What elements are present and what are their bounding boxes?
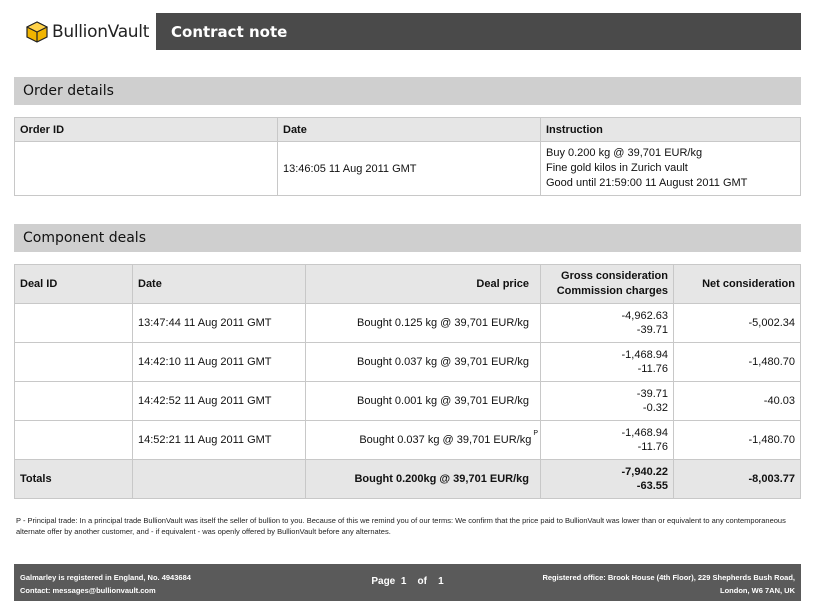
footer-address-line: London, W6 7AN, UK — [720, 586, 795, 595]
totals-price-cell: Bought 0.200kg @ 39,701 EUR/kg — [306, 460, 541, 499]
order-date-cell: 13:46:05 11 Aug 2011 GMT — [278, 142, 541, 196]
gross-value: -39.71 — [636, 388, 668, 400]
gross-commission-cell — [541, 304, 674, 343]
deals-table-header — [15, 265, 801, 304]
instruction-line: Good until 21:59:00 11 August 2011 GMT — [546, 177, 748, 189]
commission-value: -39.71 — [636, 324, 668, 336]
net-value-cell: -1,480.70 — [674, 421, 801, 460]
deal-price-text: Bought 0.037 kg @ 39,701 EUR/kg — [357, 356, 529, 368]
net-value-cell: -1,480.70 — [674, 343, 801, 382]
deal-price-text: Bought 0.125 kg @ 39,701 EUR/kg — [357, 317, 529, 329]
page-header — [14, 13, 801, 50]
page-number: 1 — [400, 576, 407, 587]
column-header-order-id: Order ID — [15, 118, 278, 142]
commission-value: -11.76 — [637, 441, 668, 453]
commission-value: -0.32 — [642, 402, 668, 414]
instruction-line: Fine gold kilos in Zurich vault — [546, 162, 688, 174]
cube-logo-icon — [26, 21, 48, 43]
gross-value: -4,962.63 — [621, 310, 668, 322]
column-header-deal-id: Deal ID — [15, 265, 133, 304]
principal-trade-flag: P — [533, 430, 538, 437]
order-table — [14, 117, 801, 196]
page-word: Page — [371, 576, 396, 587]
net-value-cell: -40.03 — [674, 382, 801, 421]
title-bar — [156, 13, 801, 50]
deal-date-cell: 13:47:44 11 Aug 2011 GMT — [133, 304, 306, 343]
principal-trade-footnote: P - Principal trade: In a principal trade BullionVault was itself the seller of bullion to you. Because of this we remind you of our terms: We confirm that the price paid to BullionVault was lower than or equivalent to any contemporaneous alternate offer by another customer, and - if equivalent - was openly offered by BullionVault before any alternates. — [16, 516, 786, 536]
totals-label: Totals — [15, 460, 133, 499]
table-row — [15, 142, 801, 196]
totals-gross-value: -7,940.22 — [621, 466, 668, 478]
instruction-cell — [541, 142, 801, 196]
deal-id-cell — [15, 304, 133, 343]
footer-registered-office — [542, 571, 795, 597]
deals-table — [14, 264, 801, 499]
component-deals-heading — [14, 224, 801, 252]
totals-commission-value: -63.55 — [636, 480, 668, 492]
deal-id-cell — [15, 382, 133, 421]
gross-value: -1,468.94 — [621, 427, 668, 439]
totals-row — [15, 460, 801, 499]
column-header-instruction: Instruction — [541, 118, 801, 142]
order-details-heading — [14, 77, 801, 105]
totals-date-cell — [133, 460, 306, 499]
footer-registration: Galmarley is registered in England, No. 4943684 — [20, 573, 191, 582]
gross-commission-cell — [541, 343, 674, 382]
totals-gross-commission-cell — [541, 460, 674, 499]
order-table-header — [15, 118, 801, 142]
of-word: of — [417, 576, 427, 587]
deal-id-cell — [15, 421, 133, 460]
footer-address-line: Registered office: Brook House (4th Floor), 229 Shepherds Bush Road, — [542, 573, 795, 582]
column-header-gross-commission — [541, 265, 674, 304]
page-title: Contract note — [171, 22, 288, 41]
column-header-date: Date — [278, 118, 541, 142]
table-row — [15, 343, 801, 382]
totals-net-value: -8,003.77 — [674, 460, 801, 499]
gross-value: -1,468.94 — [621, 349, 668, 361]
deal-price-cell — [306, 304, 541, 343]
deal-date-cell: 14:42:10 11 Aug 2011 GMT — [133, 343, 306, 382]
column-header-date: Date — [133, 265, 306, 304]
logo-text: BullionVault — [52, 21, 150, 42]
deal-price-text: Bought 0.037 kg @ 39,701 EUR/kg — [359, 434, 532, 446]
order-details-title: Order details — [23, 83, 114, 99]
deal-price-text: Bought 0.001 kg @ 39,701 EUR/kg — [357, 395, 529, 407]
footer-contact: Contact: messages@bullionvault.com — [20, 586, 156, 595]
page-total: 1 — [438, 576, 444, 587]
deal-id-cell — [15, 343, 133, 382]
table-row — [15, 304, 801, 343]
column-header-deal-price: Deal price — [306, 265, 541, 304]
gross-header-label: Gross consideration — [561, 270, 668, 282]
page-footer — [14, 564, 801, 601]
column-header-net: Net consideration — [674, 265, 801, 304]
deal-price-cell — [306, 382, 541, 421]
instruction-line: Buy 0.200 kg @ 39,701 EUR/kg — [546, 147, 703, 159]
logo — [14, 13, 156, 50]
gross-commission-cell — [541, 421, 674, 460]
order-id-cell — [15, 142, 278, 196]
commission-value: -11.76 — [637, 363, 668, 375]
deal-price-cell — [306, 343, 541, 382]
gross-commission-cell — [541, 382, 674, 421]
commission-header-label: Commission charges — [556, 285, 668, 297]
net-value-cell: -5,002.34 — [674, 304, 801, 343]
deal-date-cell: 14:42:52 11 Aug 2011 GMT — [133, 382, 306, 421]
deal-price-cell — [306, 421, 541, 460]
table-row — [15, 421, 801, 460]
component-deals-title: Component deals — [23, 230, 146, 246]
deal-date-cell: 14:52:21 11 Aug 2011 GMT — [133, 421, 306, 460]
table-row — [15, 382, 801, 421]
